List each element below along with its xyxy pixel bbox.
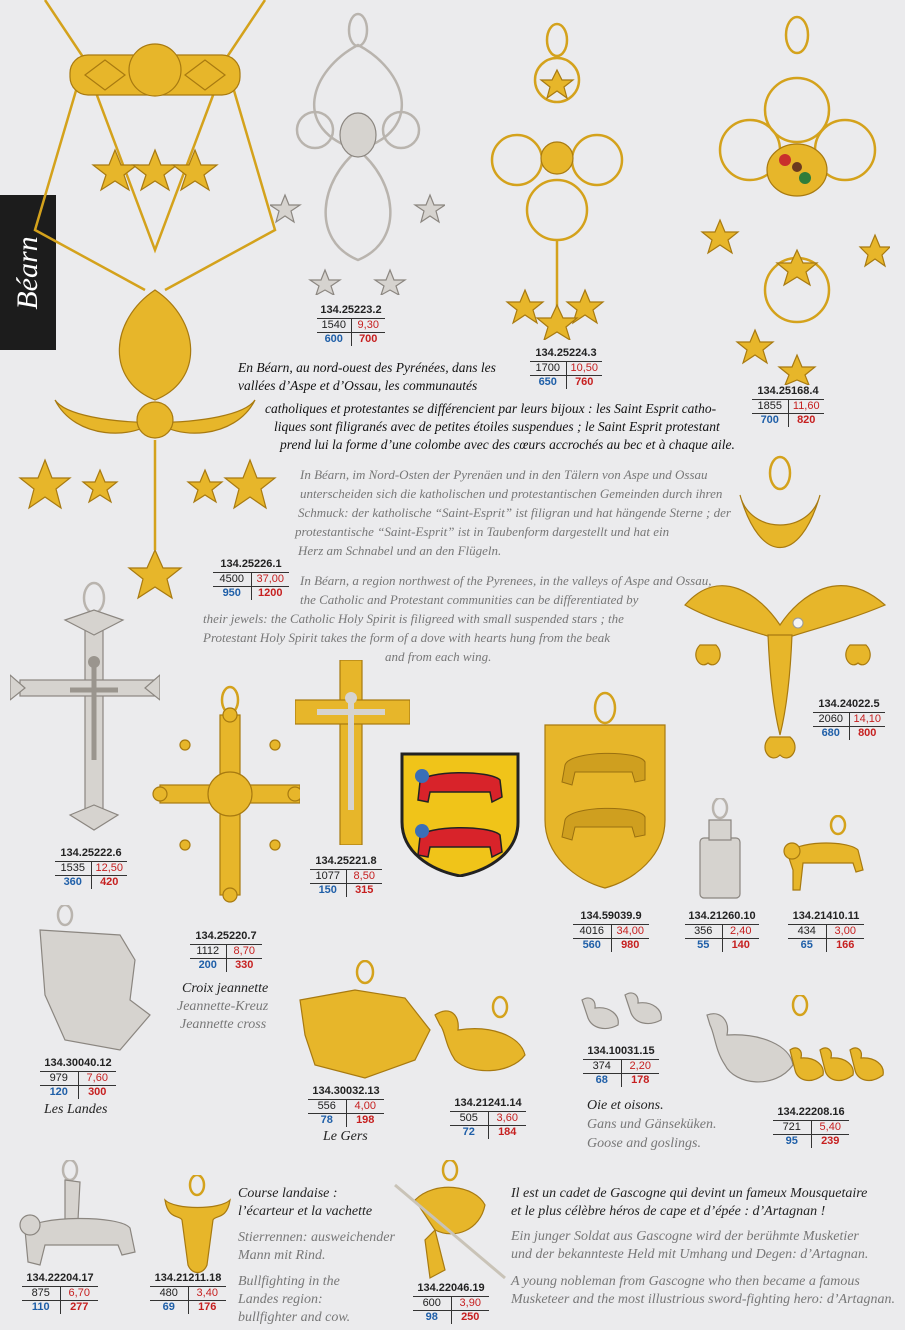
- product-value-blue: 150: [310, 884, 347, 897]
- product-ref-134-21410-11: [788, 910, 864, 952]
- product-weight: 556: [308, 1100, 347, 1113]
- product-value-red: 277: [70, 1301, 89, 1313]
- product-ref-134-21211-18: [150, 1272, 226, 1314]
- product-price: 10,50: [570, 362, 599, 374]
- intro-en-line-1: In Béarn, a region northwest of the Pyrenees, in the valleys of Aspe and Ossau,: [300, 573, 712, 588]
- intro-fr-line-5: prend lui la forme d’une colombe avec des cœurs accrochés au bec et à chaque aile.: [280, 437, 735, 452]
- product-value-blue: 120: [40, 1086, 79, 1099]
- product-code: 134.25222.6: [55, 847, 127, 862]
- product-price: 12,50: [95, 862, 124, 874]
- product-value-red: 198: [356, 1114, 375, 1126]
- silver-landes-map-image: [25, 905, 155, 1055]
- product-code: 134.22208.16: [773, 1106, 849, 1121]
- goose-and-goslings-image: [705, 995, 885, 1100]
- product-weight: 374: [583, 1060, 622, 1073]
- product-ref-134-59039-9: [573, 910, 649, 952]
- product-code: 134.25168.4: [752, 385, 824, 400]
- product-code: 134.30032.13: [308, 1085, 384, 1100]
- silver-crucifix-image: [10, 580, 160, 845]
- product-ref-134-25222-6: [55, 847, 127, 889]
- product-weight: 434: [788, 925, 827, 938]
- product-value-red: 140: [731, 939, 750, 951]
- gold-goose-pendant-image: [430, 995, 530, 1085]
- intro-de-line-3: Schmuck: der katholische “Saint-Esprit” ist filigran und hat hängende Sterne ; der: [298, 505, 731, 520]
- product-price: 9,30: [357, 319, 379, 331]
- product-value-red: 315: [355, 884, 374, 896]
- product-price: 5,40: [819, 1121, 841, 1133]
- product-code: 134.25224.3: [530, 347, 602, 362]
- product-value-blue: 360: [55, 876, 92, 889]
- product-value-blue: 78: [308, 1114, 347, 1127]
- product-price: 7,60: [86, 1072, 108, 1084]
- product-price: 34,00: [616, 925, 645, 937]
- intro-de-line-4: protestantische “Saint-Esprit” ist in Taubenform dargestellt und hat ein: [295, 524, 670, 539]
- caption-artagnan-fr-1: Il est un cadet de Gascogne qui devint un fameux Mousquetaire: [511, 1186, 868, 1201]
- product-value-blue: 560: [573, 939, 612, 952]
- product-code: 134.25221.8: [310, 855, 382, 870]
- caption-oie-de: Gans und Gänseküken.: [587, 1117, 717, 1132]
- intro-de-line-2: unterscheiden sich die katholischen und protestantischen Gemeinden durch ihren: [300, 486, 723, 501]
- gold-dartagnan-pendant-image: [385, 1160, 510, 1285]
- product-value-red: 300: [88, 1086, 107, 1098]
- caption-oie-fr: Oie et oisons.: [587, 1098, 664, 1113]
- gold-cows-plaque-image: [540, 690, 670, 890]
- caption-landes: Les Landes: [44, 1102, 108, 1117]
- product-ref-134-25168-4: [752, 385, 824, 427]
- caption-course-fr-2: l’écarteur et la vachette: [238, 1204, 373, 1219]
- product-weight: 4016: [573, 925, 612, 938]
- product-code: 134.30040.12: [40, 1057, 116, 1072]
- silver-bullfighter-image: [10, 1160, 145, 1280]
- product-price: 3,60: [496, 1112, 518, 1124]
- product-price: 2,40: [730, 925, 752, 937]
- caption-artagnan-fr-2: et le plus célèbre héros de cape et d’épée : d’Artagnan !: [511, 1204, 826, 1219]
- jeannette-cross-image: [150, 685, 300, 905]
- silver-goose-earrings-image: [580, 990, 665, 1035]
- product-price: 3,40: [196, 1287, 218, 1299]
- product-value-red: 700: [359, 333, 378, 345]
- product-weight: 1855: [752, 400, 789, 413]
- product-weight: 1112: [190, 945, 227, 958]
- product-ref-134-30032-13: [308, 1085, 384, 1127]
- product-code: 134.22046.19: [413, 1282, 489, 1297]
- caption-gers: Le Gers: [323, 1129, 368, 1144]
- caption-croix-en: Jeannette cross: [180, 1017, 267, 1032]
- product-price: 2,20: [629, 1060, 651, 1072]
- caption-croix-fr: Croix jeannette: [182, 981, 269, 996]
- intro-de-line-1: In Béarn, im Nord-Osten der Pyrenäen und in den Tälern von Aspe und Ossau: [300, 467, 708, 482]
- caption-course-de-1: Stierrennen: ausweichender: [238, 1230, 395, 1245]
- product-weight: 2060: [813, 713, 850, 726]
- product-value-blue: 65: [788, 939, 827, 952]
- silver-cube-pendant-image: [695, 798, 745, 903]
- product-ref-134-22208-16: [773, 1106, 849, 1148]
- caption-artagnan-de-2: und der bekannteste Held mit Umhang und Degen: d’Artagnan.: [511, 1247, 869, 1262]
- product-price: 8,50: [353, 870, 375, 882]
- product-ref-134-22204-17: [22, 1272, 98, 1314]
- product-code: 134.25226.1: [213, 558, 289, 573]
- intro-de-line-5: Herz am Schnabel und an den Flügeln.: [298, 543, 502, 558]
- gold-filigree-cross-image: [485, 20, 630, 340]
- product-ref-134-25223-2: [317, 304, 385, 346]
- product-price: 3,90: [459, 1297, 481, 1309]
- product-value-red: 250: [461, 1311, 480, 1323]
- product-value-red: 166: [836, 939, 855, 951]
- product-value-blue: 680: [813, 727, 850, 740]
- caption-course-en-2: Landes region:: [238, 1292, 323, 1307]
- product-price: 37,00: [256, 573, 285, 585]
- product-value-red: 980: [621, 939, 640, 951]
- product-value-blue: 700: [752, 414, 789, 427]
- caption-course-de-2: Mann mit Rind.: [238, 1248, 326, 1263]
- product-value-red: 178: [631, 1074, 650, 1086]
- product-weight: 4500: [213, 573, 252, 586]
- product-value-red: 760: [575, 376, 594, 388]
- product-price: 3,00: [834, 925, 856, 937]
- product-ref-134-21260-10: [685, 910, 759, 952]
- product-value-blue: 650: [530, 376, 567, 389]
- product-ref-134-25221-8: [310, 855, 382, 897]
- gold-bull-pendant-image: [778, 815, 868, 900]
- product-code: 134.10031.15: [583, 1045, 659, 1060]
- product-value-red: 1200: [258, 587, 283, 599]
- product-weight: 721: [773, 1121, 812, 1134]
- product-ref-134-21241-14: [450, 1097, 526, 1139]
- product-value-red: 800: [858, 727, 877, 739]
- product-ref-134-10031-15: [583, 1045, 659, 1087]
- product-price: 4,00: [354, 1100, 376, 1112]
- gold-gers-map-image: [295, 960, 435, 1085]
- product-code: 134.22204.17: [22, 1272, 98, 1287]
- product-ref-134-30040-12: [40, 1057, 116, 1099]
- intro-en-line-5: and from each wing.: [385, 649, 492, 664]
- product-price: 8,70: [233, 945, 255, 957]
- region-title: Béarn: [11, 235, 44, 310]
- caption-course-fr-1: Course landaise :: [238, 1186, 338, 1201]
- product-weight: 1077: [310, 870, 347, 883]
- necklace-saint-esprit-image: [15, 0, 305, 600]
- product-weight: 356: [685, 925, 723, 938]
- product-value-red: 239: [821, 1135, 840, 1147]
- intro-fr-line-3: catholiques et protestantes se différencient par leurs bijoux : les Saint Esprit catho-: [265, 401, 717, 416]
- product-value-blue: 68: [583, 1074, 622, 1087]
- intro-en-line-4: Protestant Holy Spirit takes the form of a dove with hearts hung from the beak: [203, 630, 611, 645]
- product-code: 134.24022.5: [813, 698, 885, 713]
- caption-artagnan-en-2: Musketeer and the most illustrious sword-fighting hero: d’Artagnan.: [511, 1292, 895, 1307]
- product-ref-134-25224-3: [530, 347, 602, 389]
- product-code: 134.21260.10: [685, 910, 759, 925]
- product-value-red: 184: [498, 1126, 517, 1138]
- product-price: 6,70: [68, 1287, 90, 1299]
- product-weight: 1540: [317, 319, 352, 332]
- product-value-blue: 950: [213, 587, 252, 600]
- product-value-blue: 600: [317, 333, 352, 346]
- product-ref-134-22046-19: [413, 1282, 489, 1324]
- product-weight: 979: [40, 1072, 79, 1085]
- caption-artagnan-de-1: Ein junger Soldat aus Gascogne wird der berühmte Musketier: [511, 1229, 859, 1244]
- product-code: 134.21410.11: [788, 910, 864, 925]
- product-value-blue: 200: [190, 959, 227, 972]
- product-value-red: 330: [235, 959, 254, 971]
- intro-fr-line-1: En Béarn, au nord-ouest des Pyrénées, dans les: [238, 360, 496, 375]
- product-code: 134.25223.2: [317, 304, 385, 319]
- product-value-blue: 110: [22, 1301, 61, 1314]
- product-price: 11,60: [792, 400, 820, 412]
- caption-course-en-1: Bullfighting in the: [238, 1274, 340, 1289]
- product-ref-134-25220-7: [190, 930, 262, 972]
- product-price: 14,10: [853, 713, 882, 725]
- product-value-blue: 95: [773, 1135, 812, 1148]
- product-value-blue: 72: [450, 1126, 489, 1139]
- product-code: 134.25220.7: [190, 930, 262, 945]
- gold-enamel-filigree-cross-image: [700, 10, 890, 385]
- intro-en-line-2: the Catholic and Protestant communities can be differentiated by: [300, 592, 639, 607]
- product-value-red: 176: [198, 1301, 217, 1313]
- gold-bull-head-image: [160, 1175, 235, 1280]
- product-code: 134.21211.18: [150, 1272, 226, 1287]
- product-code: 134.21241.14: [450, 1097, 526, 1112]
- silver-filigree-pendant-image: [270, 10, 445, 295]
- bearn-coat-of-arms-image: [400, 752, 520, 877]
- product-value-blue: 69: [150, 1301, 189, 1314]
- product-weight: 480: [150, 1287, 189, 1300]
- product-value-blue: 55: [685, 939, 723, 952]
- product-code: 134.59039.9: [573, 910, 649, 925]
- product-value-blue: 98: [413, 1311, 452, 1324]
- product-weight: 1535: [55, 862, 92, 875]
- caption-croix-de: Jeannette-Kreuz: [177, 999, 269, 1014]
- caption-artagnan-en-1: A young nobleman from Gascogne who then became a famous: [511, 1274, 860, 1289]
- gold-crucifix-image: [295, 660, 410, 845]
- product-weight: 600: [413, 1297, 452, 1310]
- product-weight: 1700: [530, 362, 567, 375]
- product-weight: 875: [22, 1287, 61, 1300]
- product-ref-134-25226-1: [213, 558, 289, 600]
- product-weight: 505: [450, 1112, 489, 1125]
- product-value-red: 420: [100, 876, 119, 888]
- intro-fr-line-4: liques sont filigranés avec de petites étoiles suspendues ; le Saint Esprit protestant: [274, 419, 720, 434]
- caption-course-en-3: bullfighter and cow.: [238, 1310, 351, 1325]
- intro-en-line-3: their jewels: the Catholic Holy Spirit is filigreed with small suspended stars ; the: [203, 611, 624, 626]
- product-value-red: 820: [797, 414, 816, 426]
- product-ref-134-24022-5: [813, 698, 885, 740]
- intro-fr-line-2: vallées d’Aspe et d’Ossau, les communautés: [238, 378, 478, 393]
- caption-oie-en: Goose and goslings.: [587, 1136, 701, 1151]
